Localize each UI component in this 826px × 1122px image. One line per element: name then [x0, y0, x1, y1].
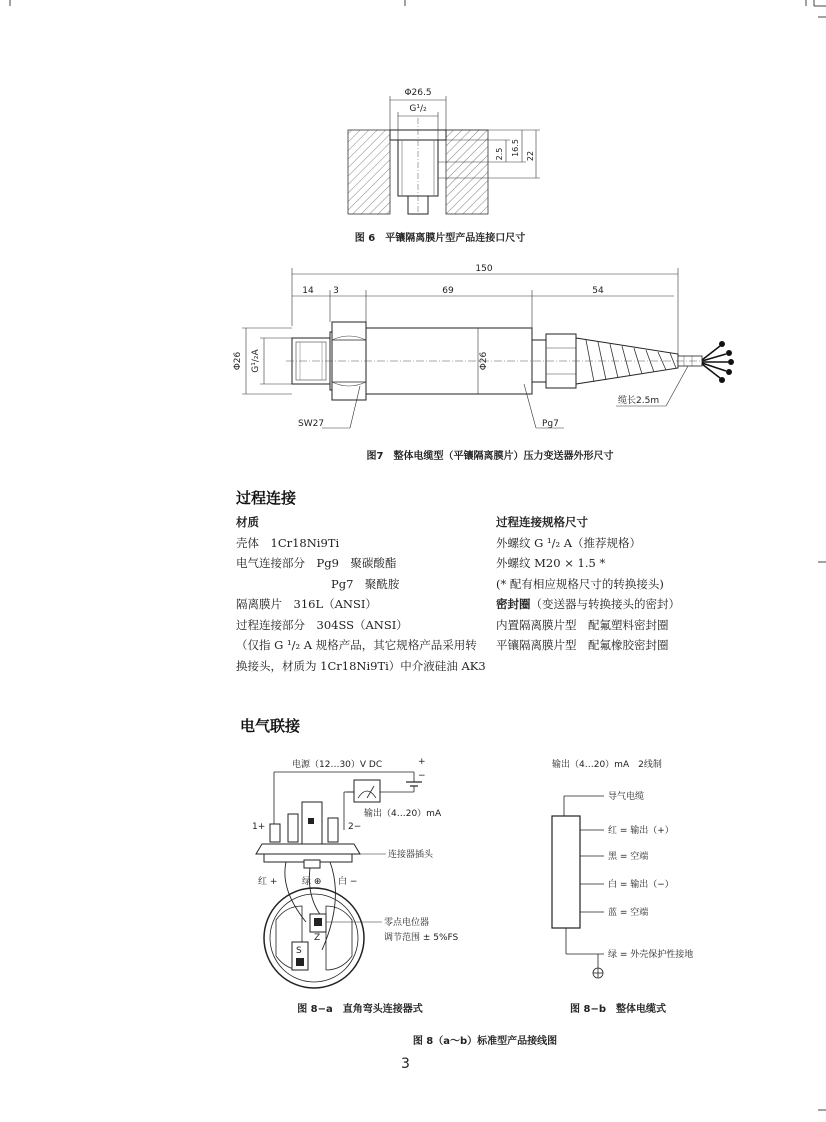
fig6-dim-25: 2.5	[495, 147, 504, 161]
fig8a-power: 电源（12…30）V DC	[292, 760, 383, 770]
fig8a-pin1: 1+	[252, 822, 266, 832]
figure-8-caption: 图 8（a～b）标准型产品接线图	[412, 1036, 558, 1047]
fig8a-minus: −	[418, 771, 426, 781]
fig8b-white: 白 = 输出（−）	[608, 880, 674, 890]
fig6-dim-thread: G¹/₂	[409, 104, 427, 114]
fig8a-plus: +	[418, 757, 426, 767]
fig8b-green: 绿 = 外壳保护性接地	[608, 950, 694, 960]
material-note: （仅指 G ¹/₂ A 规格产品，其它规格产品采用转换接头，材质为 1Cr18Ni9Ti）中介液硅油 AK3	[236, 638, 486, 673]
fig8a-z: Z	[314, 933, 321, 943]
fig7-dim-3: 3	[333, 286, 339, 296]
section-electrical-title: 电气联接	[240, 717, 301, 735]
figure-8b-caption: 图 8−b 整体电缆式	[570, 1004, 666, 1015]
fig7-label-sw: SW27	[298, 419, 325, 429]
fig8a-green: 绿 ⊕	[302, 877, 322, 887]
fig7-label-cable: 缆长2.5m	[618, 396, 660, 406]
fig8a-pin2: 2−	[348, 822, 362, 832]
fig8a-white: 白 −	[338, 877, 358, 887]
fig8b-blue: 蓝 = 空端	[608, 908, 649, 918]
figure-6-caption: 图 6 平镶隔离膜片型产品连接口尺寸	[354, 233, 526, 244]
spec-line: (* 配有相应规格尺寸的转换接头)	[496, 576, 664, 591]
seal-spec-line: 平镶隔离膜片型 配氟橡胶密封圈	[496, 638, 669, 652]
material-line: 过程连接部分 304SS（ANSI）	[236, 617, 408, 632]
material-line: 隔离膜片 316L（ANSI）	[236, 597, 377, 611]
fig6-dim-165: 16.5	[511, 139, 520, 157]
materials-heading: 材质	[236, 515, 259, 529]
material-line: Pg7 聚酰胺	[331, 576, 400, 591]
figure-6-drawing	[340, 82, 550, 218]
figure-8b-drawing	[540, 750, 740, 990]
fig6-dim-22: 22	[526, 150, 535, 162]
fig7-dim-phi26-body: Φ26	[479, 351, 489, 371]
seal-description: （变送器与转换接头的密封）	[530, 597, 680, 611]
fig8a-output: 输出（4…20）mA	[364, 809, 442, 819]
fig8a-range: 调节范围 ± 5%FS	[384, 933, 459, 943]
fig8a-connector: 连接器插头	[388, 850, 434, 860]
spec-line: 外螺纹 M20 × 1.5 *	[496, 556, 606, 570]
figure-8a-caption: 图 8−a 直角弯头连接器式	[297, 1004, 423, 1015]
figure-7-drawing	[226, 260, 746, 438]
material-line: 电气连接部分 Pg9 聚碳酸酯	[236, 556, 397, 570]
fig8a-zero: 零点电位器	[384, 918, 430, 928]
fig7-label-pg: Pg7	[542, 419, 559, 429]
seal-line	[496, 594, 746, 615]
seal-spec-line: 内置隔离膜片型 配氟塑料密封圈	[496, 617, 669, 632]
material-line: 壳体 1Cr18Ni9Ti	[236, 535, 340, 550]
fig7-dim-69: 69	[442, 286, 454, 296]
figure-7-caption: 图7 整体电缆型（平镶隔离膜片）压力变送器外形尺寸	[366, 451, 614, 462]
fig7-dim-54: 54	[592, 286, 604, 296]
fig8a-red: 红 +	[258, 877, 278, 887]
fig7-dim-phi26-left: Φ26	[233, 351, 243, 371]
spec-line: 外螺纹 G ¹/₂ A（推荐规格）	[496, 535, 642, 550]
section-process-title: 过程连接	[236, 489, 297, 507]
seal-heading: 密封圈	[496, 597, 531, 611]
fig8b-vent: 导气电缆	[608, 792, 645, 802]
fig7-dim-150: 150	[475, 264, 493, 274]
fig8b-title: 输出（4…20）mA 2线制	[552, 760, 662, 770]
fig8b-black: 黑 = 空端	[608, 852, 649, 862]
connection-spec-heading: 过程连接规格尺寸	[496, 515, 588, 529]
fig7-dim-thread: G¹/₂A	[251, 349, 261, 373]
figure-8a-drawing	[226, 750, 516, 990]
fig6-dim-phi: Φ26.5	[404, 88, 432, 98]
fig7-dim-14: 14	[302, 286, 314, 296]
section-process-left-column	[236, 512, 488, 676]
section-process-right-column	[496, 512, 746, 656]
fig8a-s: S	[296, 946, 302, 956]
page-number: 3	[401, 1056, 410, 1072]
fig8b-red: 红 = 输出（+）	[608, 826, 674, 836]
